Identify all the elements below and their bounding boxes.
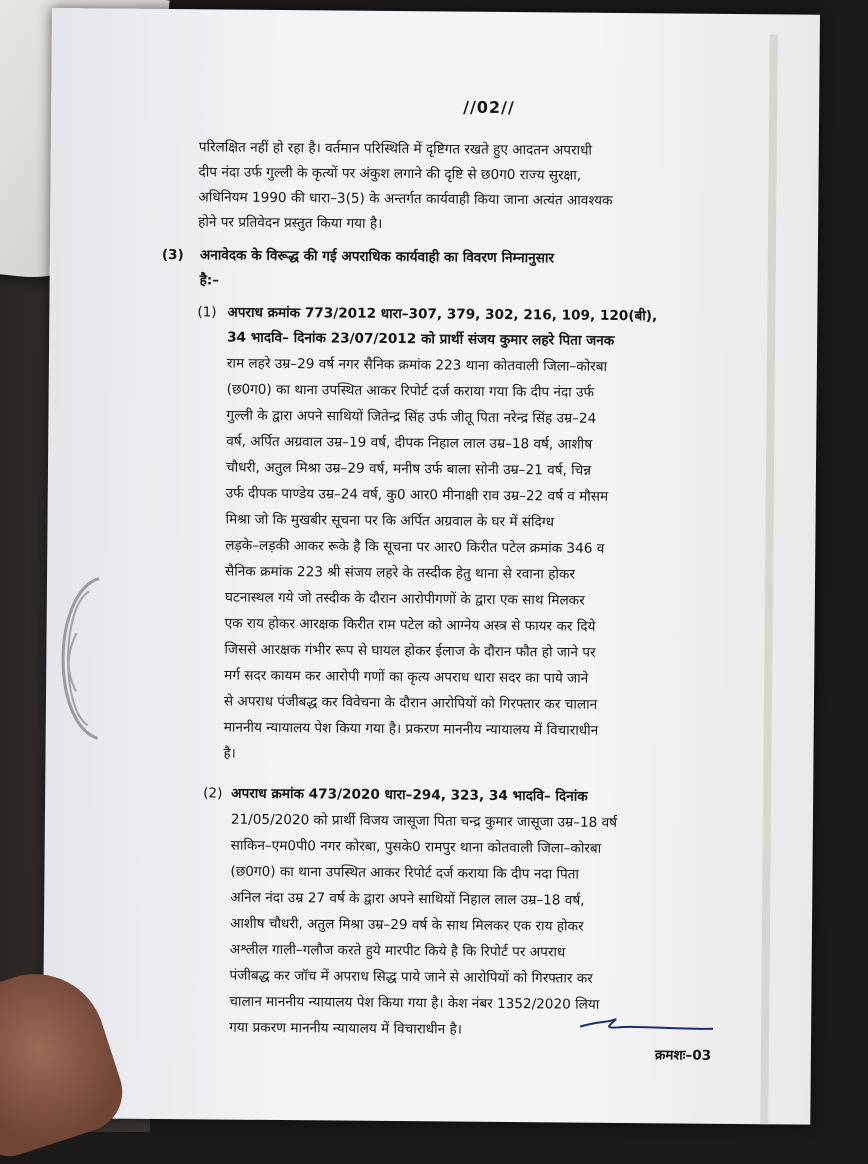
item-line: है। — [223, 745, 236, 762]
signature-mark — [578, 1013, 728, 1044]
item-line: मर्ग सदर कायम कर आरोपी गणों का कृत्य अपराध धारा सदर का पाये जाने — [224, 667, 589, 687]
item-number: (2) — [203, 785, 223, 802]
item-line: घटनास्थल गये जो तस्दीक के दौरान आरोपीगणों के द्वारा एक साथ मिलकर — [224, 589, 585, 609]
item-line: लड़के–लड़की आकर रूके है कि सूचना पर आर0 किरीत पटेल क्रमांक 346 व — [225, 537, 605, 557]
page-number: //02// — [463, 97, 515, 118]
section-heading: है:– — [199, 272, 220, 289]
item-line: वर्ष, अर्पित अग्रवाल उम्र–19 वर्ष, दीपक निहाल लाल उम्र–18 वर्ष, आशीष — [226, 433, 593, 453]
item-line: (छ0ग0) का थाना उपस्थित आकर रिपोर्ट दर्ज कराया गया कि दीप नंदा उर्फ — [226, 381, 595, 401]
item-line: जिससे आरक्षक गंभीर रूप से घायल होकर ईलाज के दौरान फौत हो जाने पर — [224, 641, 596, 661]
item-line: राम लहरे उम्र–29 वर्ष नगर सैनिक क्रमांक 223 थाना कोतवाली जिला–कोरबा — [226, 355, 608, 375]
item-line: सैनिक क्रमांक 223 श्री संजय लहरे के तस्दीक हेतु थाना से रवाना होकर — [225, 563, 576, 583]
intro-line: दीप नंदा उर्फ गुल्ली के कृत्यों पर अंकुश लगाने की दृष्टि से छ0ग0 राज्य सुरक्षा, — [198, 164, 582, 184]
item-number: (1) — [197, 304, 217, 321]
item-line: गया प्रकरण माननीय न्यायालय में विचाराधीन है। — [229, 1019, 463, 1038]
item-line: 21/05/2020 को प्रार्थी विजय जासूजा पिता चन्द्र कुमार जासूजा उम्र–18 वर्ष — [230, 811, 618, 831]
item-line: चौधरी, अतुल मिश्रा उम्र–29 वर्ष, मनीष उर्फ बाला सोनी उम्र–21 वर्ष, चिन्न — [225, 459, 592, 479]
item-line: अनिल नंदा उम्र 27 वर्ष के द्वारा अपने साथियों निहाल लाल उम्र–18 वर्ष, — [230, 889, 585, 909]
item-line: अपराध क्रमांक 773/2012 धारा–307, 379, 302, 216, 109, 120(बी), — [227, 304, 658, 325]
section-heading: अनावेदक के विरूद्ध की गई अपराधिक कार्यवाही का विवरण निम्नानुसार — [199, 247, 555, 267]
intro-line: होने पर प्रतिवेदन प्रस्तुत किया गया है। — [198, 214, 383, 232]
item-line: चालान माननीय न्यायालय पेश किया गया है। केश नंबर 1352/2020 लिया — [229, 993, 600, 1013]
intro-line: परिलक्षित नहीं हो रहा है। वर्तमान परिस्थिति में दृष्टिगत रखते हुए आदतन अपराधी — [198, 139, 593, 159]
item-line: माननीय न्यायालय पेश किया गया है। प्रकरण माननीय न्यायालय में विचाराधीन — [223, 719, 599, 739]
document-page — [42, 8, 820, 1125]
item-line: उर्फ दीपक पाण्डेय उम्र–24 वर्ष, कु0 आर0 मीनाक्षी राव उम्र–22 वर्ष व मौसम — [225, 485, 609, 505]
item-line: पंजीबद्ध कर जॉच में अपराध सिद्ध पाये जाने से आरोपियों को गिरफ्तार कर — [229, 967, 593, 987]
item-line: मिश्रा जो कि मुखबीर सूचना पर कि अर्पित अग्रवाल के घर में संदिग्ध — [225, 511, 555, 531]
section-number: (3) — [161, 246, 184, 264]
item-line: अश्लील गाली–गलौज करते हुये मारपीट किये है कि रिपोर्ट पर अपराध — [229, 941, 566, 961]
item-line: से अपराध पंजीबद्ध कर विवेचना के दौरान आरोपियों को गिरफ्तार कर चालान — [223, 693, 598, 713]
stamp-mark — [46, 573, 107, 744]
item-line: साकिन–एम0पी0 नगर कोरबा, पुसके0 रामपुर थाना कोतवाली जिला–कोरबा — [230, 837, 602, 857]
item-line: अपराध क्रमांक 473/2020 धारा–294, 323, 34 भादवि– दिनांक — [231, 785, 588, 805]
page-edge — [760, 34, 778, 1124]
continuation-note: क्रमशः–03 — [654, 1047, 712, 1064]
intro-line: अधिनियम 1990 की धारा–3(5) के अन्तर्गत कार्यवाही किया जाना अत्यंत आवश्यक — [198, 189, 613, 209]
document-body — [52, 8, 820, 1064]
item-line: गुल्ली के द्वारा अपने साथियों जितेन्द्र सिंह उर्फ जीतू पिता नरेन्द्र सिंह उम्र–24 — [226, 407, 597, 427]
item-line: 34 भादवि– दिनांक 23/07/2012 को प्रार्थी संजय कुमार लहरे पिता जनक — [227, 329, 615, 349]
item-line: आशीष चौधरी, अतुल मिश्रा उम्र–29 वर्ष के साथ मिलकर एक राय होकर — [229, 915, 584, 935]
item-line: एक राय होकर आरक्षक किरीत राम पटेल को आग्नेय अस्त्र से फायर कर दिये — [224, 615, 596, 635]
item-line: (छ0ग0) का थाना उपस्थित आकर रिपोर्ट दर्ज कराया कि दीप नदा पिता — [230, 863, 580, 883]
